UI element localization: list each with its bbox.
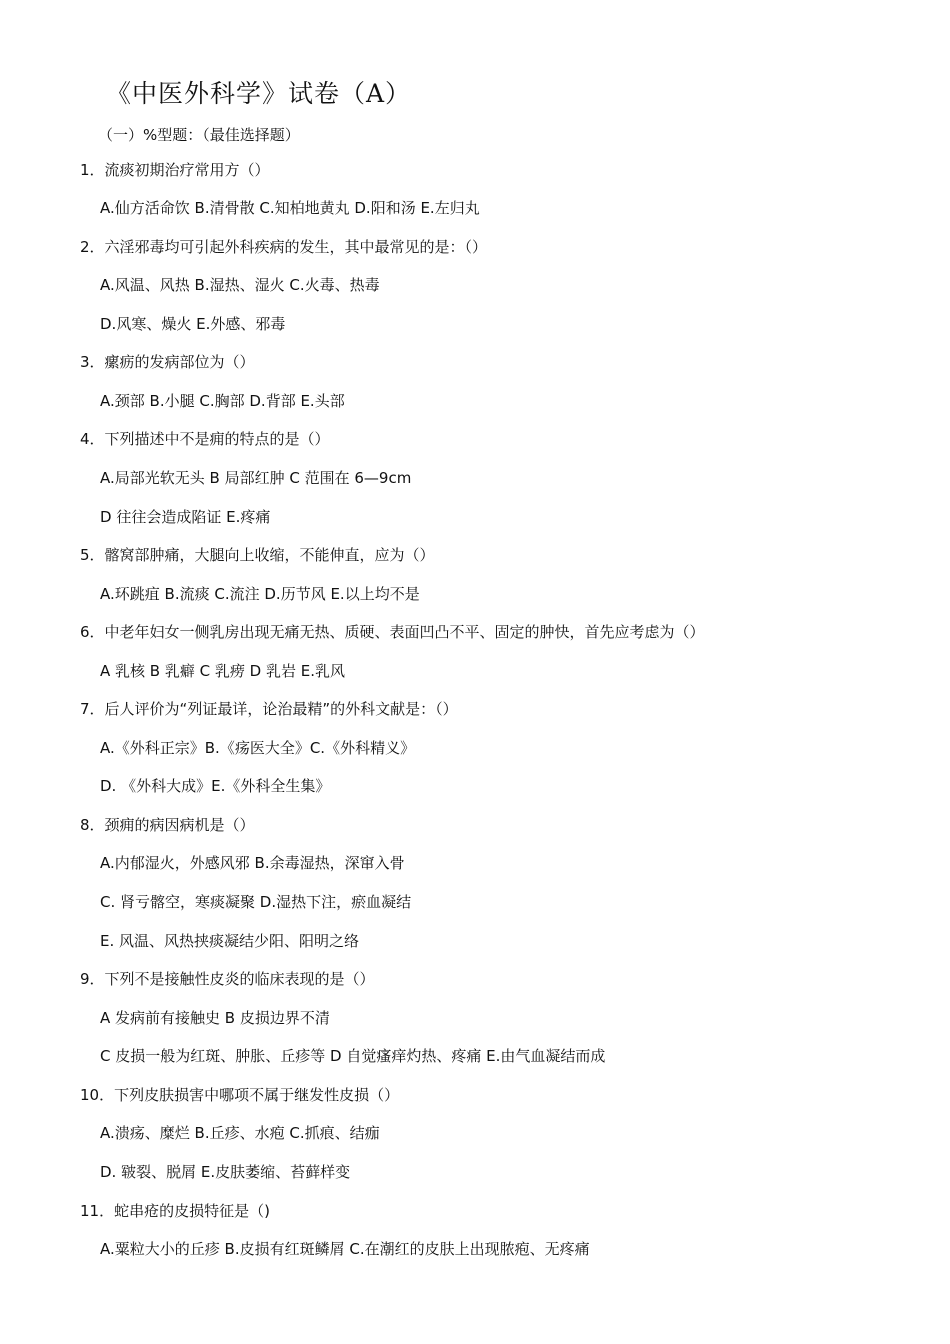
question-options: A.仙方活命饮 B.清骨散 C.知柏地黄丸 D.阳和汤 E.左归丸 — [100, 199, 480, 217]
question-text: 2．六淫邪毒均可引起外科疾病的发生，其中最常见的是：（） — [80, 238, 488, 256]
question-text: 5．髂窝部肿痛，大腿向上收缩，不能伸直，应为（） — [80, 546, 435, 564]
question-options: A.《外科正宗》B.《疡医大全》C.《外科精义》 — [100, 739, 416, 757]
question-options: D. 皲裂、脱屑 E.皮肤萎缩、苔藓样变 — [100, 1163, 351, 1181]
question-text: 11．蛇串疮的皮损特征是（) — [80, 1202, 270, 1220]
question-options: D.风寒、燥火 E.外感、邪毒 — [100, 315, 286, 333]
question-options: C. 肾亏髂空，寒痰凝聚 D.湿热下注，瘀血凝结 — [100, 893, 412, 911]
question-options: A.风温、风热 B.湿热、湿火 C.火毒、热毒 — [100, 276, 380, 294]
section-heading: （一）%型题：（最佳选择题） — [98, 126, 300, 144]
question-text: 10．下列皮肤损害中哪项不属于继发性皮损（） — [80, 1086, 400, 1104]
question-options: A.颈部 B.小腿 C.胸部 D.背部 E.头部 — [100, 392, 345, 410]
question-options: D 往往会造成陷证 E.疼痛 — [100, 508, 271, 526]
question-options: C 皮损一般为红斑、肿胀、丘疹等 D 自觉瘙痒灼热、疼痛 E.由气血凝结而成 — [100, 1047, 606, 1065]
question-text: 7．后人评价为“列证最详，论治最精”的外科文献是：（） — [80, 700, 458, 718]
question-text: 3．瘰疬的发病部位为（） — [80, 353, 255, 371]
question-text: 4．下列描述中不是痈的特点的是（） — [80, 430, 330, 448]
question-text: 9．下列不是接触性皮炎的临床表现的是（） — [80, 970, 375, 988]
question-text: 6．中老年妇女一侧乳房出现无痛无热、质硬、表面凹凸不平、固定的肿快，首先应考虑为（） — [80, 623, 705, 641]
page-title: 《中医外科学》试卷（A） — [106, 79, 412, 108]
question-options: A 乳核 B 乳癖 C 乳痨 D 乳岩 E.乳风 — [100, 662, 345, 680]
question-options: A.粟粒大小的丘疹 B.皮损有红斑鳞屑 C.在潮红的皮肤上出现脓疱、无疼痛 — [100, 1240, 590, 1258]
question-text: 8．颈痈的病因病机是（） — [80, 816, 255, 834]
question-options: A 发病前有接触史 B 皮损边界不清 — [100, 1009, 330, 1027]
question-text: 1．流痰初期治疗常用方（） — [80, 161, 270, 179]
question-options: D. 《外科大成》E.《外科全生集》 — [100, 777, 331, 795]
question-options: A.溃疡、糜烂 B.丘疹、水疱 C.抓痕、结痂 — [100, 1124, 380, 1142]
question-options: A.内郁湿火，外感风邪 B.余毒湿热，深窜入骨 — [100, 854, 405, 872]
question-options: A.局部光软无头 B 局部红肿 C 范围在 6—9cm — [100, 469, 412, 487]
question-options: A.环跳疽 B.流痰 C.流注 D.历节风 E.以上均不是 — [100, 585, 420, 603]
question-options: E. 风温、风热挟痰凝结少阳、阳明之络 — [100, 932, 360, 950]
